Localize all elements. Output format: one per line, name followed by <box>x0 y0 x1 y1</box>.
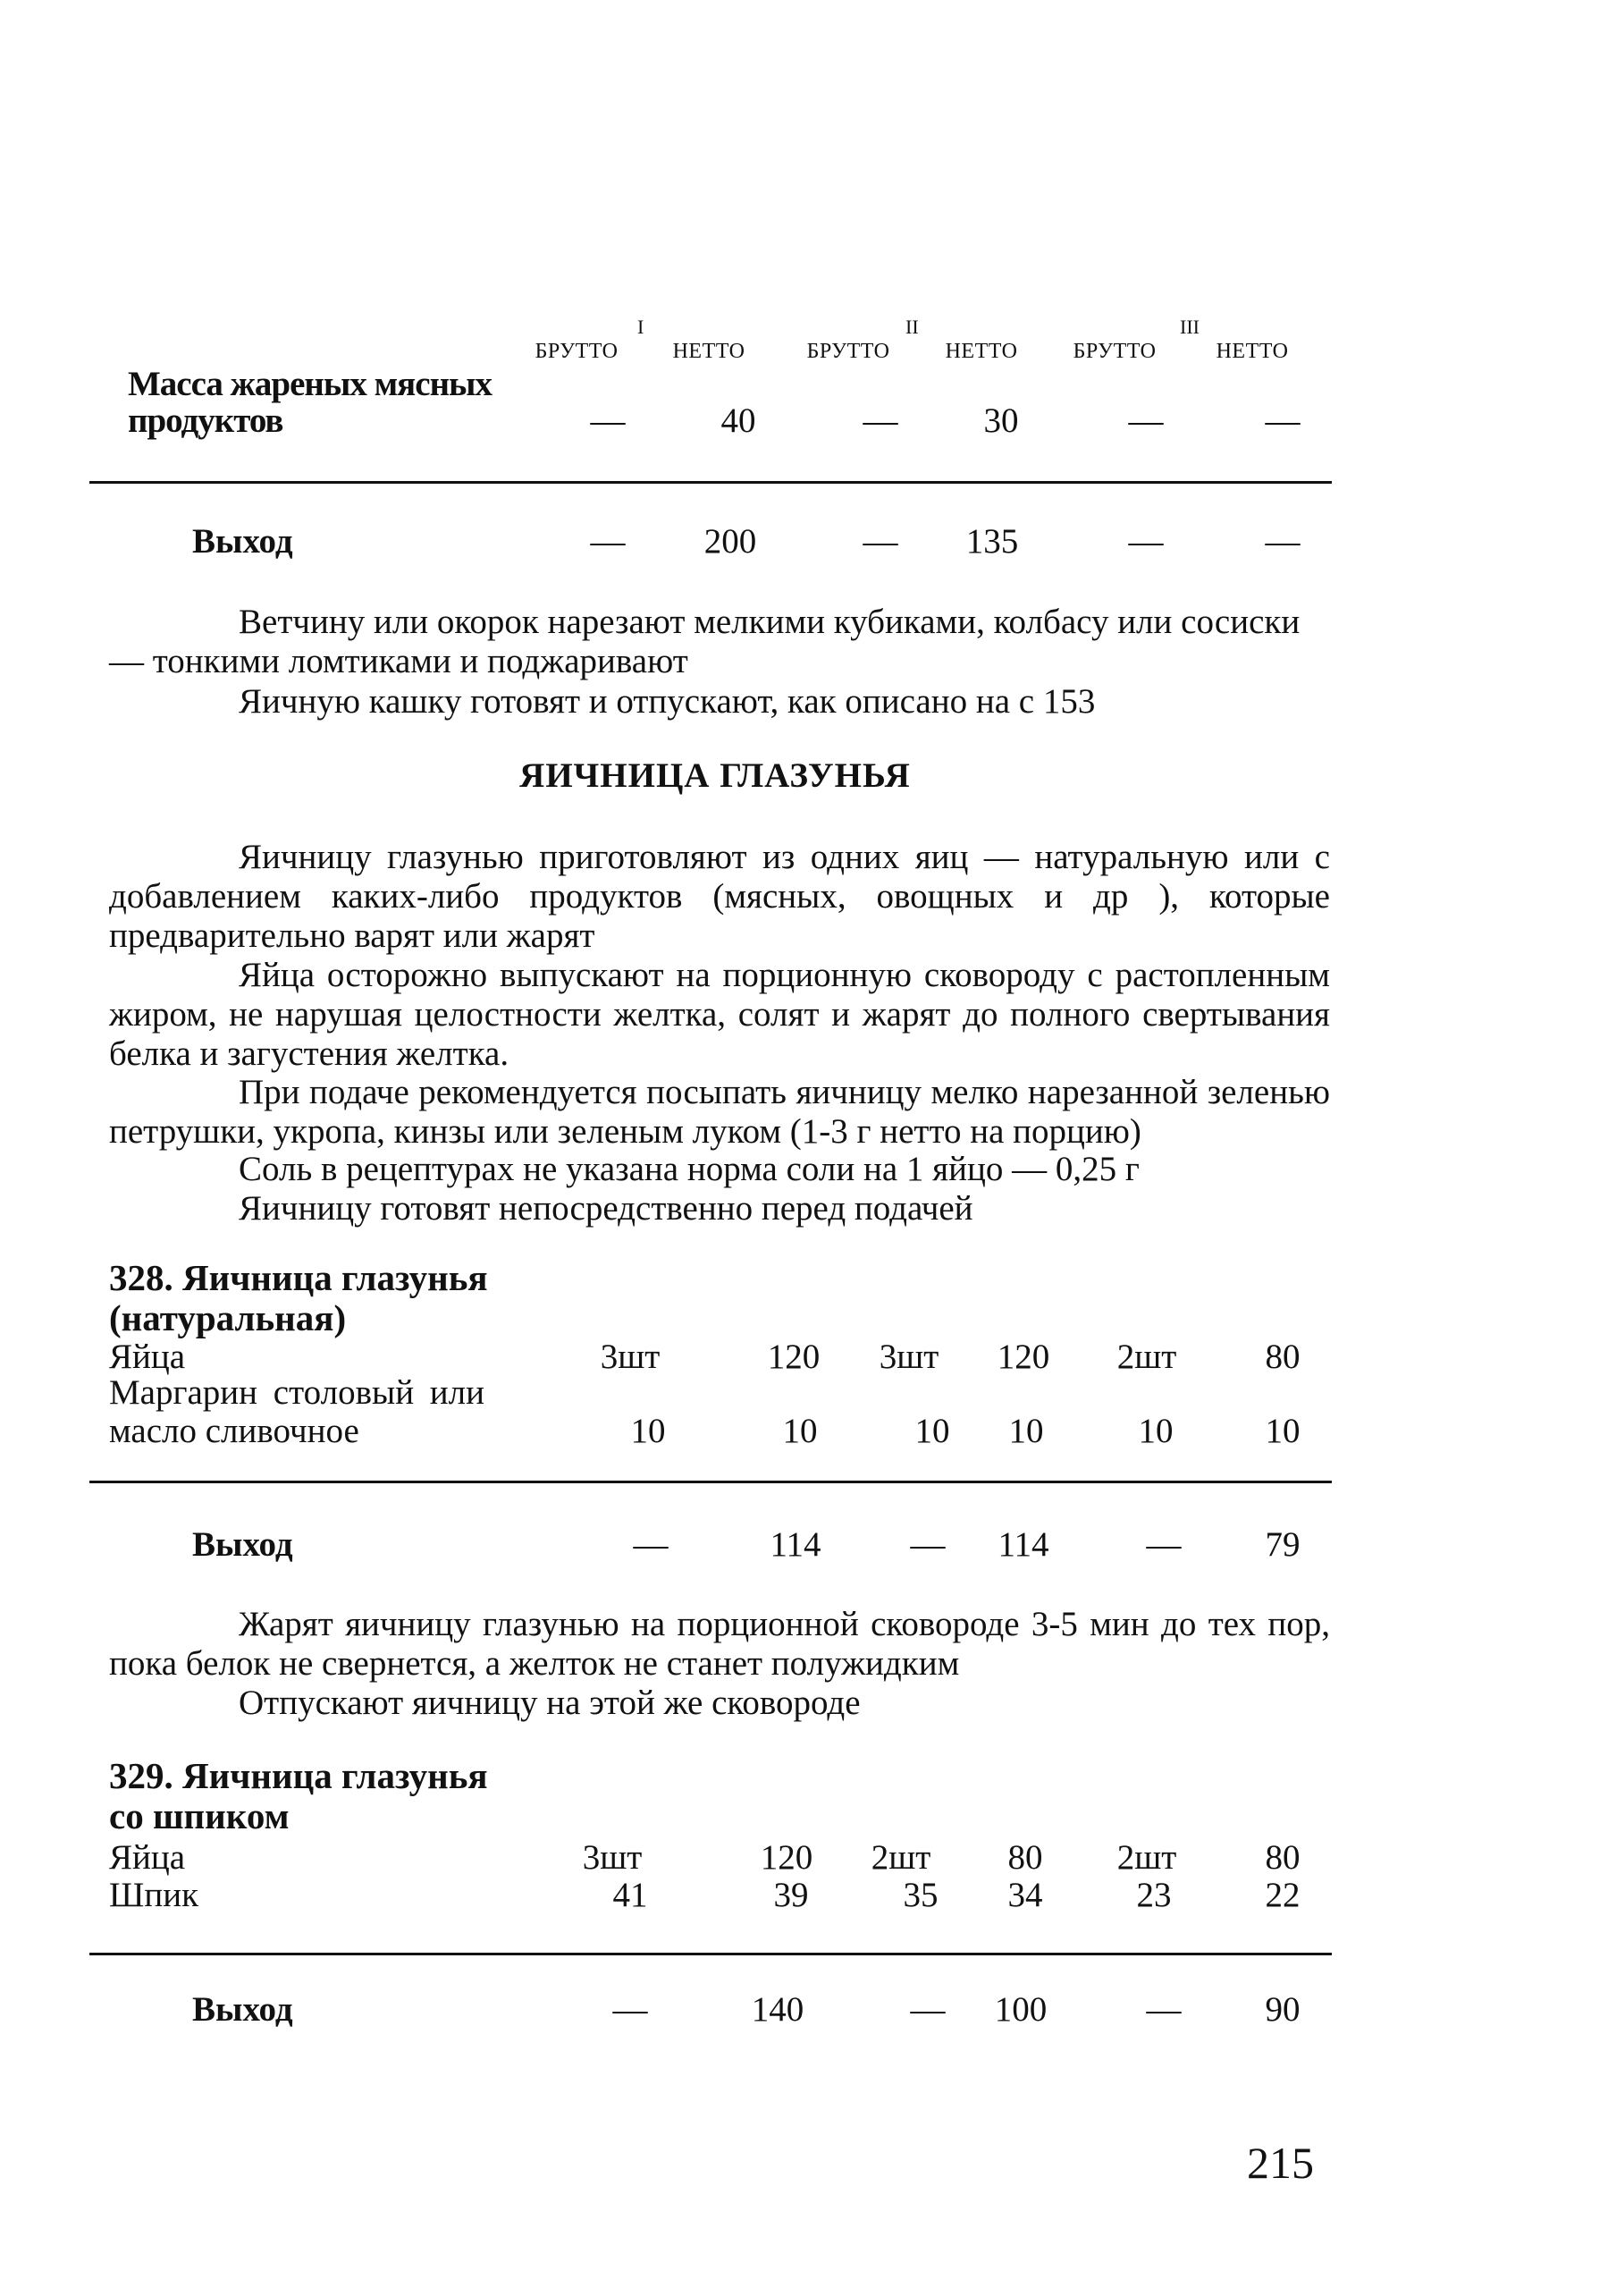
cell: 35 <box>903 1876 939 1914</box>
cell: 10 <box>1008 1412 1044 1450</box>
cell: 80 <box>1265 1338 1301 1376</box>
recipe-paragraph-2: Отпускают яичницу на этой же сковороде <box>239 1684 861 1722</box>
yield-cell: — <box>590 522 626 561</box>
cell: — <box>863 401 898 440</box>
cell: 80 <box>1007 1838 1043 1877</box>
section-title: ЯИЧНИЦА ГЛАЗУНЬЯ <box>519 756 911 795</box>
cell: — <box>590 401 626 440</box>
intro-paragraph-2: Яичную кашку готовят и отпускают, как описано на с 153 <box>239 682 1096 721</box>
section-paragraph-2: Яйца осторожно выпускают на порционную сковороду с растопленным жиром, не нарушая целостности желтка, солят и жарят до полного свертывания белка и загустения желтка. <box>109 956 1330 1073</box>
cell: 34 <box>1007 1876 1043 1914</box>
col-header-brutto-2: БРУТТО <box>806 340 890 363</box>
ingredient-name: Яйца <box>109 1338 186 1376</box>
cell: 3шт <box>879 1338 939 1376</box>
ingredient-name: Яйца <box>109 1838 186 1877</box>
row-label-line2: продуктов <box>128 401 283 440</box>
recipe-title-line2: со шпиком <box>109 1795 290 1836</box>
col-header-netto-1: НЕТТО <box>672 340 745 363</box>
table-divider <box>89 1481 1332 1483</box>
cell: 120 <box>997 1338 1050 1376</box>
yield-label: Выход <box>192 1525 293 1564</box>
yield-cell: — <box>612 1990 648 2029</box>
intro-paragraph-line2: — тонкими ломтиками и поджаривают <box>109 642 688 680</box>
yield-cell: 114 <box>998 1525 1049 1564</box>
cell: 39 <box>773 1876 809 1914</box>
cell: 2шт <box>871 1838 931 1877</box>
cell: 10 <box>630 1412 666 1450</box>
yield-cell: — <box>1146 1525 1182 1564</box>
section-paragraph-5: Яичницу готовят непосредственно перед подачей <box>239 1189 973 1228</box>
cell: 30 <box>983 401 1019 440</box>
recipe-title-line1: 329. Яичница глазунья <box>109 1755 488 1796</box>
recipe-title-line1: 328. Яичница глазунья <box>109 1257 488 1298</box>
yield-cell: 140 <box>751 1990 804 2029</box>
yield-label: Выход <box>192 522 293 561</box>
cell: — <box>1265 401 1301 440</box>
ingredient-name: Шпик <box>109 1876 199 1914</box>
yield-cell: — <box>863 522 898 561</box>
cell: 120 <box>767 1338 821 1376</box>
yield-cell: — <box>633 1525 669 1564</box>
row-label-line1: Масса жареных мясных <box>128 365 493 403</box>
column-group-2-numeral: II <box>905 316 919 338</box>
table-divider <box>89 1953 1332 1955</box>
yield-cell: — <box>910 1525 946 1564</box>
yield-cell: — <box>1128 522 1164 561</box>
ingredient-name-line1: Маргарин столовый или <box>109 1373 485 1412</box>
cell: 10 <box>1265 1412 1301 1450</box>
cell: 22 <box>1265 1876 1301 1914</box>
col-header-netto-3: НЕТТО <box>1216 340 1289 363</box>
yield-cell: 200 <box>703 522 757 561</box>
section-paragraph-4: Соль в рецептурах не указана норма соли на 1 яйцо — 0,25 г <box>239 1150 1140 1188</box>
ingredient-name-line2: масло сливочное <box>109 1412 359 1450</box>
table-divider <box>89 481 1332 484</box>
yield-cell: 100 <box>994 1990 1048 2029</box>
section-paragraph-1: Яичницу глазунью приготовляют из одних яиц — натуральную или с добавлением каких-либо продуктов (мясных, овощных и др ), которые предварительно варят или жарят <box>109 838 1330 955</box>
yield-cell: — <box>1265 522 1301 561</box>
cell: 3шт <box>582 1838 643 1877</box>
cell: 10 <box>782 1412 818 1450</box>
yield-cell: 135 <box>965 522 1019 561</box>
cell: — <box>1128 401 1164 440</box>
cell: 120 <box>760 1838 813 1877</box>
cell: 2шт <box>1116 1338 1177 1376</box>
recipe-title-line2: (натуральная) <box>109 1297 347 1338</box>
cell: 41 <box>612 1876 648 1914</box>
column-group-3-numeral: III <box>1180 316 1200 338</box>
page-number: 215 <box>1247 2138 1314 2188</box>
cell: 3шт <box>600 1338 661 1376</box>
yield-cell: — <box>910 1990 946 2029</box>
cell: 2шт <box>1116 1838 1177 1877</box>
cell: 40 <box>720 401 756 440</box>
yield-cell: 90 <box>1265 1990 1301 2029</box>
intro-paragraph-line1: Ветчину или окорок нарезают мелкими кубиками, колбасу или сосиски <box>239 603 1301 641</box>
yield-label: Выход <box>192 1990 293 2029</box>
column-group-1-numeral: I <box>637 316 644 338</box>
recipe-paragraph-1: Жарят яичницу глазунью на порционной сковороде 3-5 мин до тех пор, пока белок не свернется, а желток не станет полужидким <box>109 1605 1330 1683</box>
col-header-brutto-1: БРУТТО <box>535 340 619 363</box>
col-header-netto-2: НЕТТО <box>945 340 1018 363</box>
cell: 10 <box>914 1412 950 1450</box>
yield-cell: — <box>1146 1990 1182 2029</box>
yield-cell: 79 <box>1265 1525 1301 1564</box>
cell: 80 <box>1265 1838 1301 1877</box>
col-header-brutto-3: БРУТТО <box>1073 340 1157 363</box>
yield-cell: 114 <box>770 1525 821 1564</box>
section-paragraph-3: При подаче рекомендуется посыпать яичницу мелко нарезанной зеленью петрушки, укропа, кинзы или зеленым луком (1-3 г нетто на порцию) <box>109 1073 1330 1151</box>
cell: 23 <box>1136 1876 1172 1914</box>
cell: 10 <box>1138 1412 1174 1450</box>
